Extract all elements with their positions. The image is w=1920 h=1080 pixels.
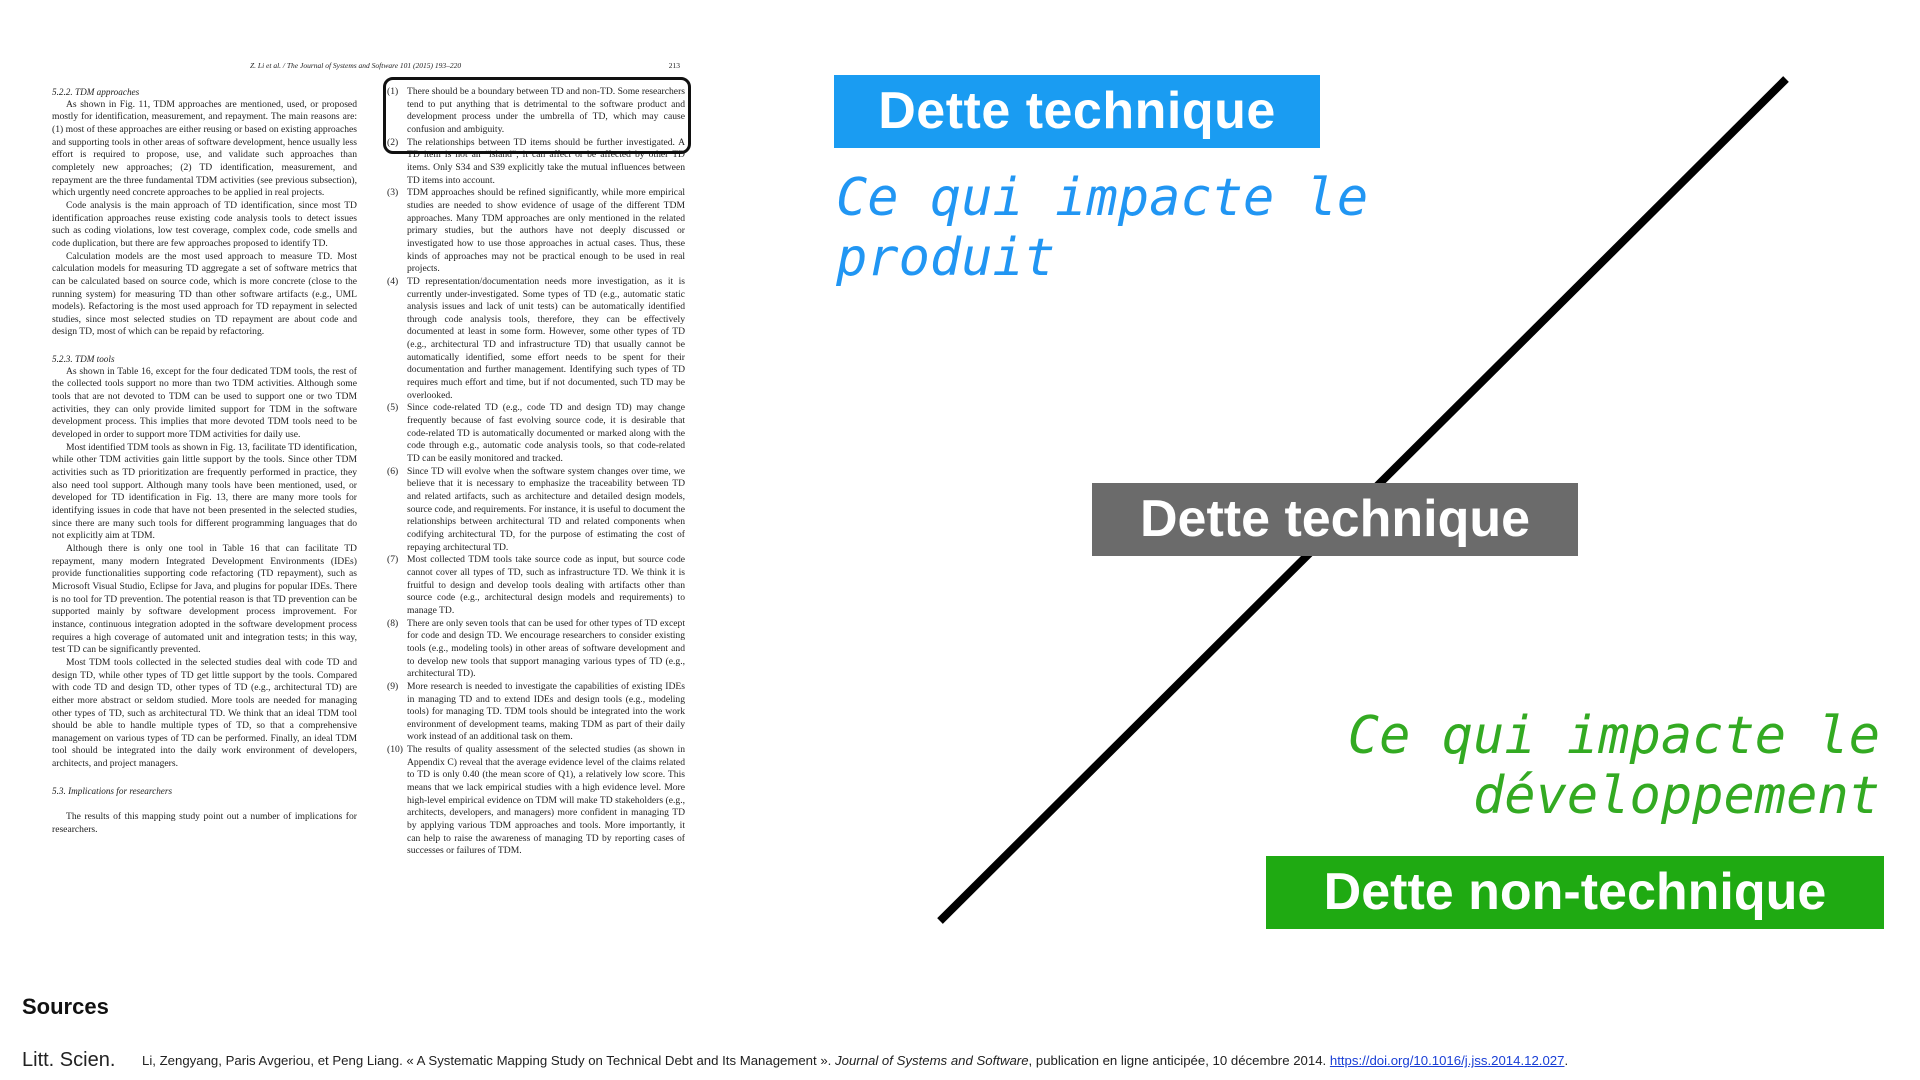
paragraph: Calculation models are the most used approach to measure TD. Most calculation models for measuring TD aggregate a set of software metrics that can be calculated based on source code, which is more concrete (close to the running system) for measuring TD than other software artifacts (e.g., UML models). Refactoring is the most used approach for TD repayment in selected studies, since most selected studies on TD repayment are about code and design TD, most of which can be repaid by refactoring.: [52, 250, 357, 338]
paper-header-citation: Z. Li et al. / The Journal of Systems and Software 101 (2015) 193–220: [250, 61, 462, 70]
item-number: (5): [387, 402, 399, 414]
paragraph: Most TDM tools collected in the selected studies deal with code TD and design TD, while other types of TD get little support by the tools. Compared with code TD and design TD, other types of TD (e.g., architectural TD) are either more abstract or seldom studied. More tools are needed for managing other types of TD, such as architectural TD. We think that an ideal TDM tool should be able to handle multiple types of TD, so that a comprehensive management on various types of TD can be performed. Finally, an ideal TDM tool should be integrated into the daily work environment of developers, architects, and project managers.: [52, 656, 357, 770]
paragraph: Most identified TDM tools as shown in Fig. 13, facilitate TD identification, while other TDM activities gain little support by the tools. Since other TDM activities such as TD prioritization are frequently performed in practice, they also need tool support. Although many tools have been mentioned, used, or developed for TD identification in Fig. 13, there are many more tools for identifying issues in code that have not been presented in the selected studies, since there are many such tools for different programming languages that do not explicitly aim at TDM.: [52, 441, 357, 542]
citation-details: , publication en ligne anticipée, 10 décembre 2014.: [1028, 1053, 1330, 1068]
paragraph: Although there is only one tool in Table 16 that can facilitate TD repayment, many modern Integrated Development Environments (IDEs) provide functionalities supporting code refactoring (TD repayment), such as Microsoft Visual Studio, Eclipse for Java, and plugins for popular IDEs. There is no tool for TD prevention. The potential reason is that TD prevention can be supported mainly by software development process improvement. For instance, continuous integration adopted in the software development process requires a high coverage of automated unit and integration tests; in this way, test TD can be significantly prevented.: [52, 542, 357, 656]
doi-link[interactable]: https://doi.org/10.1016/j.jss.2014.12.027: [1329, 1053, 1565, 1068]
item-text: TDM approaches should be refined significantly, while more empirical studies are needed to show evidence of usage of the different TDM approaches. Many TDM approaches are only mentioned in the related primary studies, but the authors have not deeply discussed or investigated how to use those approaches in actual cases. Thus, these kinds of approaches may not be practical enough to be used in real projects.: [407, 187, 685, 275]
item-text: The results of quality assessment of the selected studies (as shown in Appendix C) reveal that the average evidence level of the claims related to TD is only 0.40 (the mean score of Q1), a relatively low score. This means that we lack empirical studies with a high evidence level. More high-level empirical evidence on TDM will make TD stakeholders (e.g., architects, developers, and managers) more confident in managing TD by applying various TDM approaches and tools. More importantly, it can help to raise the awareness of managing TD by reporting cases of successes or failures of TDM.: [407, 744, 685, 857]
item-text: The relationships between TD items should be further investigated. A TD item is not an “island”, it can affect or be affected by other TD items. Only S34 and S39 explicitly take the mutual influences between TD items into account.: [407, 136, 685, 186]
item-text: Most collected TDM tools take source code as input, but source code cannot cover all types of TD, such as infrastructure TD. We think it is fruitful to design and develop tools dealing with artifacts other than source code (e.g., architectural design models and requirements) to manage TD.: [407, 554, 685, 616]
item-number: (10): [387, 744, 403, 756]
section-heading: 5.2.3. TDM tools: [52, 354, 115, 365]
item-text: TD representation/documentation needs more investigation, as it is currently under-investigated. Some types of TD (e.g., automatic static analysis issues and lack of unit tests) can be automatically identified through code analysis tools, therefore, they can be effectively documented at least in some form. However, some other types of TD (e.g., architectural TD and infrastructure TD) that usually cannot be automatically identified, some effort needs to be spent for their documentation and further management. Identifying such types of TD requires much effort and time, but if not documented, such TD may be overlooked.: [407, 275, 685, 401]
sources-heading: Sources: [22, 994, 109, 1019]
item-text: There are only seven tools that can be used for other types of TD except for code and design TD. We encourage researchers to consider existing tools (e.g., modeling tools) in other areas of software development and to develop new tools that support managing various types of TD (e.g., architectural TD).: [407, 617, 685, 680]
green-title-box: Dette non-technique: [1266, 856, 1884, 929]
item-text: Since TD will evolve when the software system changes over time, we believe that it is necessary to emphasize the traceability between TD and related artifacts, such as architecture and detailed design models, source code, and requirements. For instance, it is useful to document the relationships between architectural TD and related components when codifying architectural TD, for the purpose of estimating the cost of repaying architectural TD.: [407, 465, 685, 553]
item-number: (8): [387, 617, 399, 629]
section-heading: 5.2.2. TDM approaches: [52, 87, 140, 97]
item-number: (6): [387, 465, 399, 477]
paragraph: As shown in Fig. 11, TDM approaches are mentioned, used, or proposed mostly for identification, measurement, and repayment. The main reasons are: (1) most of these approaches are either reusing or based on existing approaches and supporting tools in other areas of software development, hence usually less effort is required to propose, use, and validate such approaches than completely new approaches; (2) TD identification, measurement, and repayment are the three fundamental TDM activities (see previous subsection), which urgently need concrete approaches to be applied in real projects.: [52, 98, 357, 199]
citation-authors: Li, Zengyang, Paris Avgeriou, et Peng Liang. « A Systematic Mapping Study on Technical Debt and Its Management ».: [142, 1053, 836, 1068]
item-number: (3): [387, 187, 399, 199]
item-number: (9): [387, 680, 399, 692]
item-text: More research is needed to investigate the capabilities of existing IDEs in managing TD and to extend IDEs and design tools (e.g., modeling tools) for managing TD. TDM tools should be integrated into the work environment of development teams, making TDM as part of their daily work instead of an additional task on them.: [407, 680, 685, 743]
section-heading: 5.3. Implications for researchers: [52, 785, 173, 796]
paragraph: As shown in Table 16, except for the four dedicated TDM tools, the rest of the collected tools support no more than two TDM activities. Although some tools that are not devoted to TDM can be used to support one or two TDM activities, they can only provide limited support for TDM in the software development process. This implies that more devoted TDM tools need to be developed in order to support more TDM activities for daily use.: [52, 365, 357, 441]
item-number: (1): [387, 86, 399, 97]
item-number: (7): [387, 554, 399, 566]
item-number: (4): [387, 275, 399, 287]
paper-page-number: 213: [668, 61, 680, 70]
item-text: There should be a boundary between TD and non-TD. Some researchers tend to put anything that is detrimental to the software product and development process under the umbrella of TD, which may cause confusion and ambiguity.: [407, 86, 685, 135]
citation-end: .: [1564, 1053, 1569, 1068]
blue-title-box: Dette technique: [834, 75, 1320, 148]
citation: [142, 1053, 1568, 1068]
paragraph: The results of this mapping study point out a number of implications for researchers.: [52, 811, 357, 836]
blue-handwriting: Ce qui impacte le produit: [836, 168, 1369, 288]
item-number: (2): [387, 136, 399, 148]
paragraph: Code analysis is the main approach of TD identification, since most TD identification approaches reuse existing code analysis tools to detect issues such as coding violations, low test coverage, complex code, code smells and code duplication, but there are few approaches proposed to identify TD.: [52, 199, 357, 249]
source-category: Litt. Scien.: [22, 1049, 116, 1071]
green-handwriting: Ce qui impacte le développement: [1347, 706, 1880, 826]
grey-title-box: Dette technique: [1092, 483, 1578, 556]
item-text: Since code-related TD (e.g., code TD and design TD) may change frequently because of fast evolving source code, it is desirable that code-related TD is automatically documented or marked along with the code through e.g., automatic code analysis tools, so that code-related TD can be easily monitored and tracked.: [407, 402, 685, 465]
citation-journal: Journal of Systems and Software: [835, 1053, 1029, 1068]
